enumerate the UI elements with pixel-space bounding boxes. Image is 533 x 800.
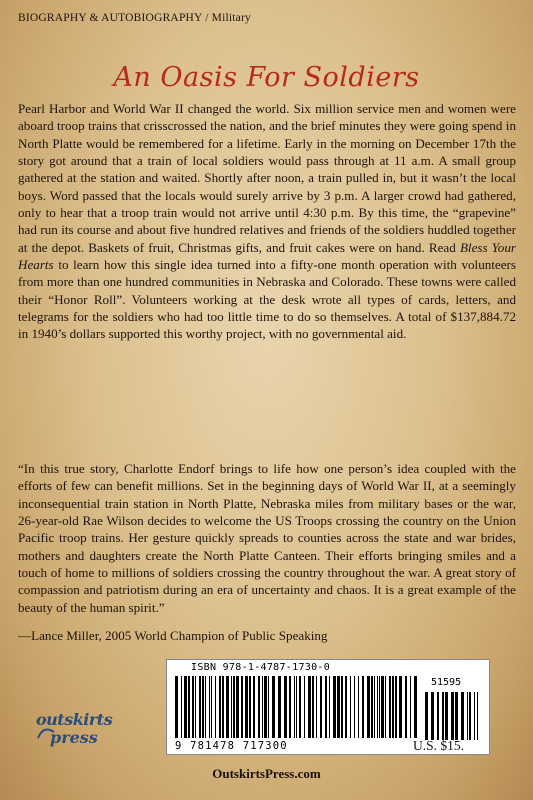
testimonial-quote: “In this true story, Charlotte Endorf brings to life how one person’s idea coupled with the efforts of few can benefit millions. Set in the beginning days of World War II, at a seemingly inconsequential train station in North Platte, Nebraska miles from military bases or the war, 26-year-old Rae Wilson decides to welcome the US Troops crossing the country on the Union Pacific troop trains. Her gesture quickly spreads to counties across the state and war brides, mothers and daughters create the North Platte Canteen. Their efforts bringing smiles and a touch of home to millions of soldiers crossing the country throughout the war. A great story of compassion and patriotism during an era of uncertainty and chaos. It is a great example of the beauty of the human spirit.” xyxy=(18,461,516,615)
isbn-label: ISBN 978-1-4787-1730-0 xyxy=(191,662,331,673)
logo-text-press: press xyxy=(50,728,98,747)
description-text-1: Pearl Harbor and World War II changed the world. Six million service men and women were aboard troop trains that crisscrossed the nation, and the brief minutes they were going spend in North Platte would be remembered for a lifetime. Early in the morning on December 17th the story got around that a train of local soldiers would pass through at 11 a.m. A small group gathered at the station and waited. Shortly after noon, a train pulled in, but it wasn’t the local boys. Word passed that the locals would surely arrive by 3 p.m. A larger crowd had gathered, only to hear that a troop train would not arrive until 4:30 p.m. By this time, the “grapevine” had run its course and about five hundred relatives and friends of the soldiers huddled together at the depot. Baskets of fruit, Christmas gifts, and fruit cakes were on hand. Read xyxy=(18,101,516,255)
book-title-reference: Bless Your Hearts xyxy=(18,239,516,273)
book-title-heading: An Oasis For Soldiers xyxy=(113,62,420,93)
testimonial-attribution: —Lance Miller, 2005 World Champion of Public Speaking xyxy=(18,628,328,643)
barcode-addon-label: 51595 xyxy=(431,677,462,688)
ean-digits: 9 781478 717300 xyxy=(175,740,288,752)
publisher-website: OutskirtsPress.com xyxy=(212,766,321,781)
description-text-2: to learn how this single idea turned into a fifty-one month operation with volunteers from more than one hundred communities in Nebraska and Colorado. These towns were called their “Honor Roll”. Volunteers working at the desk wrote all types of cards, letters, and telegrams for the soldiers who had too little time to do so themselves. A total of $137,884.72 in 1940’s dollars supported this worthy project, with no governmental aid. xyxy=(18,257,516,342)
description-paragraph xyxy=(18,100,516,343)
price: U.S. $15. xyxy=(413,738,465,753)
logo-text-outskirts: outskirts xyxy=(36,710,113,729)
ean-barcode-bars xyxy=(175,676,419,738)
outskirts-press-logo xyxy=(36,710,113,756)
addon-barcode-bars xyxy=(425,692,481,740)
category-label: BIOGRAPHY & AUTOBIOGRAPHY / Military xyxy=(18,12,251,24)
